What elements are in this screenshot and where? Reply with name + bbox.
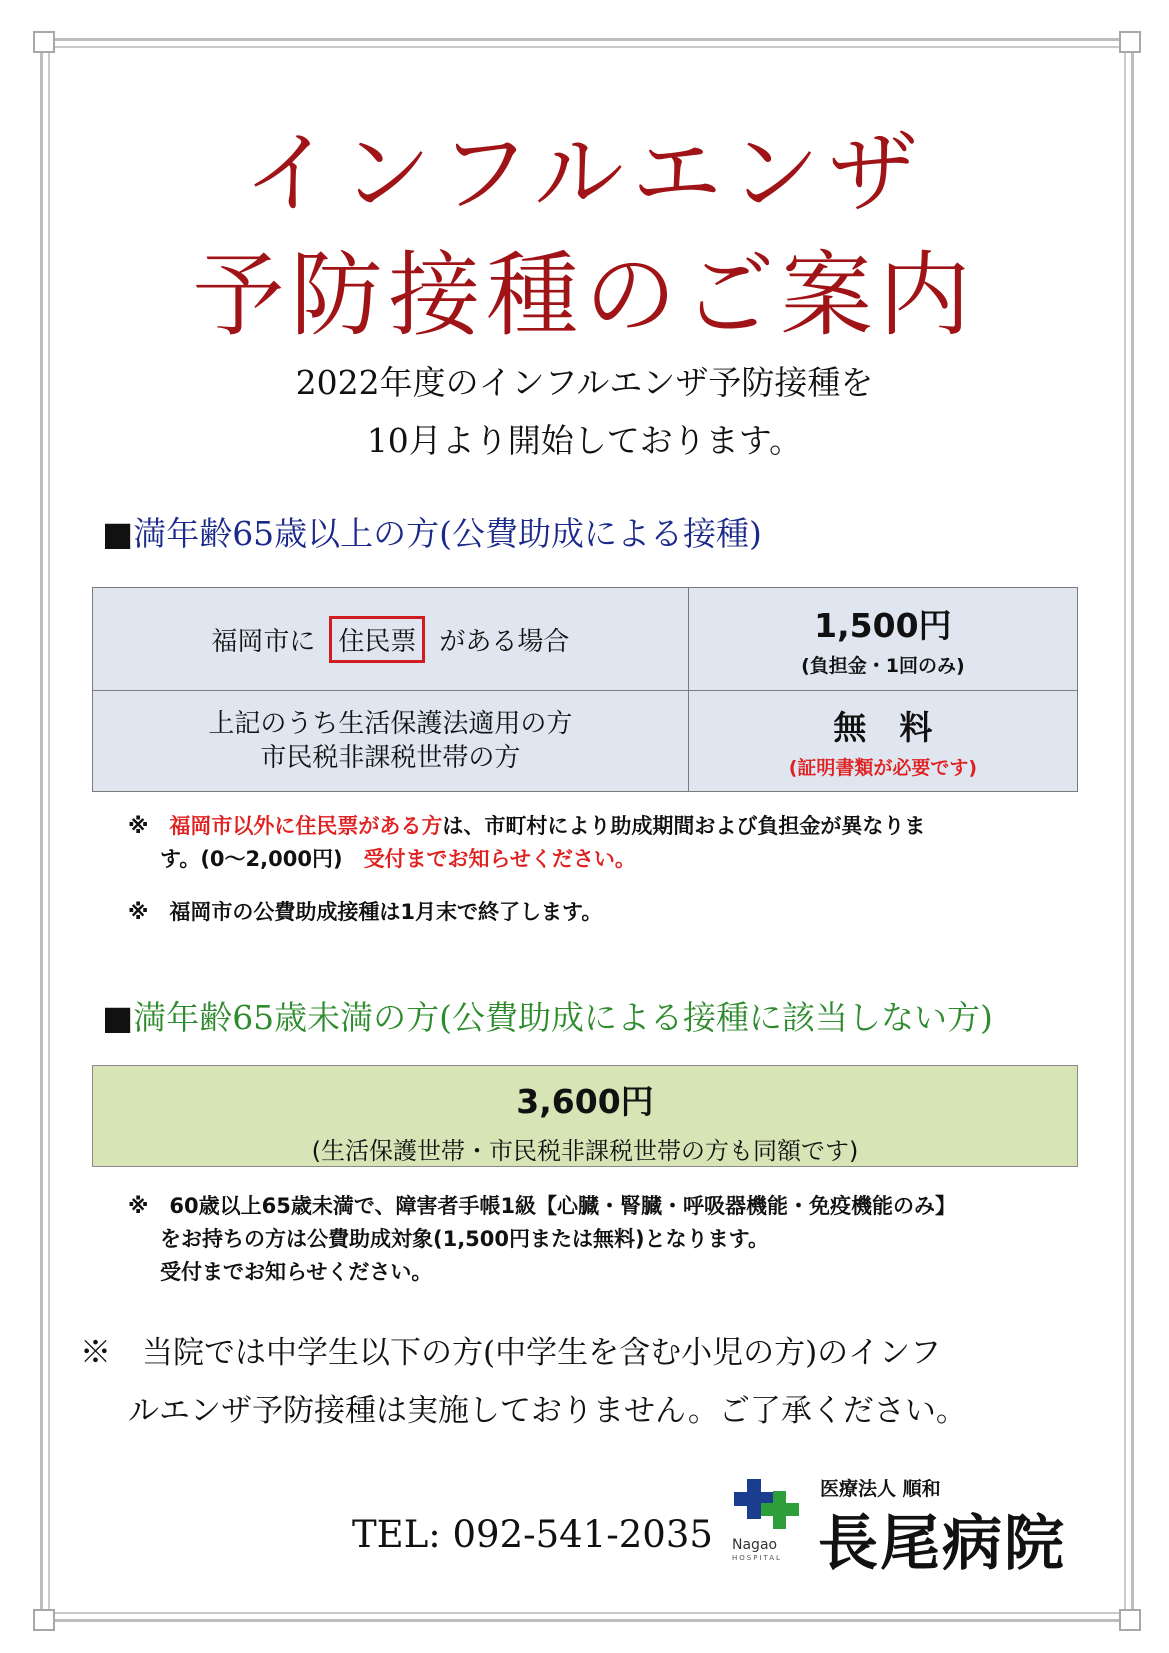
note-end-date: ※ 福岡市の公費助成接種は1月末で終了します。 xyxy=(128,900,603,924)
table-row xyxy=(93,691,1078,792)
hospital-cross-logo-icon xyxy=(733,1473,803,1543)
table-cell-price xyxy=(688,691,1077,792)
price-free: 無 料 xyxy=(833,708,933,747)
phone-number: TEL: 092-541-2035 xyxy=(352,1513,713,1556)
price-3600: 3,600円 xyxy=(516,1082,654,1121)
page-title-line1: インフルエンザ xyxy=(243,121,926,226)
table-row xyxy=(93,588,1078,691)
highlighted-term: 住民票 xyxy=(329,616,425,663)
section-heading-65-and-over: ■満年齢65歳以上の方(公費助成による接種) xyxy=(102,514,762,553)
logo-subtext: HOSPITAL xyxy=(732,1554,782,1562)
table-cell-condition: 上記のうち生活保護法適用の方 市民税非課税世帯の方 xyxy=(93,691,689,792)
border-corner xyxy=(1119,1609,1141,1631)
border-corner xyxy=(1119,31,1141,53)
table-cell-price xyxy=(688,588,1077,691)
page-title-line2: 予防接種のご案内 xyxy=(192,242,977,349)
table-cell-condition: 福岡市に 住民票 がある場合 xyxy=(93,588,689,691)
section-heading-under-65: ■満年齢65歳未満の方(公費助成による接種に該当しない方) xyxy=(102,998,993,1037)
intro-line1: 2022年度のインフルエンザ予防接種を xyxy=(295,363,874,402)
square-bullet-icon: ■ xyxy=(102,998,134,1037)
note-other-city: ※ 福岡市以外に住民票がある方は、市町村により助成期間および負担金が異なりま す。(0〜2,000円) 受付までお知らせください。 xyxy=(128,814,926,871)
price-note: (生活保護世帯・市民税非課税世帯の方も同額です) xyxy=(311,1137,859,1165)
hospital-name: 長尾病院 xyxy=(818,1509,1066,1579)
price-note: (証明書類が必要です) xyxy=(788,757,978,779)
logo-wordmark: Nagao xyxy=(732,1537,778,1553)
fee-box-under-65 xyxy=(92,1065,1078,1167)
price-note: (負担金・1回のみ) xyxy=(801,655,965,677)
border-corner xyxy=(33,1609,55,1631)
note-disability: ※ 60歳以上65歳未満で、障害者手帳1級【心臓・腎臓・呼吸器機能・免疫機能のみ】 をお持ちの方は公費助成対象(1,500円または無料)となります。 受付までお知らせください。 xyxy=(128,1194,957,1284)
fee-table xyxy=(92,587,1078,792)
price-1500: 1,500円 xyxy=(814,606,952,645)
corporation-name: 医療法人 順和 xyxy=(820,1478,941,1500)
intro-line2: 10月より開始しております。 xyxy=(366,421,803,460)
square-bullet-icon: ■ xyxy=(102,514,134,553)
border-corner xyxy=(33,31,55,53)
note-children: ※ 当院では中学生以下の方(中学生を含む小児の方)のインフ ルエンザ予防接種は実施しておりません。ご了承ください。 xyxy=(80,1335,967,1429)
